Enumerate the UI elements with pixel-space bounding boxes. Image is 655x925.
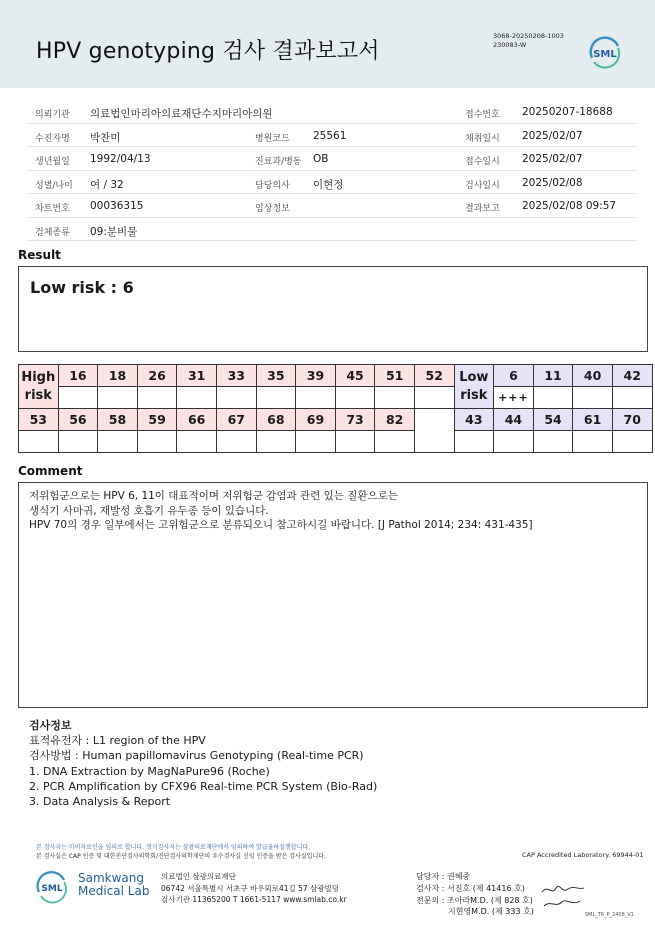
chart-no-label: 차트번호 (35, 204, 70, 214)
genotype-cell: 82 (375, 409, 415, 431)
chart-no-value: 00036315 (90, 200, 144, 212)
genotype-value-cell (612, 431, 652, 453)
info-row (27, 147, 637, 171)
form-version: SML_T6_P_2408_V1 (585, 912, 634, 918)
genotype-value-cell (375, 431, 415, 453)
comment-line: 생식기 사마귀, 재발성 호흡기 유두종 등이 있습니다. (29, 504, 269, 517)
doctor-label: 담당의사 (255, 180, 290, 191)
genotype-cell: 18 (98, 365, 138, 387)
genotype-cell: 39 (296, 365, 336, 387)
result-text: Low risk : 6 (30, 278, 134, 297)
ward-code-value: 25561 (313, 129, 347, 142)
genotype-value-cell (335, 431, 375, 453)
signature-icon (538, 880, 588, 912)
genotype-empty-cell (414, 409, 454, 453)
genotype-value-cell (533, 387, 573, 409)
receipt-no-label: 접수번호 (465, 110, 500, 120)
sex-age-value: 여 / 32 (90, 178, 124, 191)
report-code-line2: 230083-W (493, 41, 527, 49)
genotype-cell: 67 (216, 409, 256, 431)
info-row (27, 124, 637, 148)
genotype-value-cell (177, 387, 217, 409)
genotype-cell: 70 (612, 409, 652, 431)
collect-date-value: 2025/02/07 (522, 129, 583, 142)
genotype-value-cell (454, 431, 494, 453)
specimen-value: 09:분비물 (90, 225, 138, 238)
high-risk-label: High risk (19, 365, 59, 409)
genotype-cell: 73 (335, 409, 375, 431)
org-line: 06742 서울특별시 서초구 바우뫼로41길 57 삼광빌딩 (161, 883, 340, 893)
lab-name-line1: Samkwang (78, 871, 144, 885)
genotype-cell: 31 (177, 365, 217, 387)
genotype-cell: 16 (58, 365, 98, 387)
genotype-cell: 58 (98, 409, 138, 431)
genotype-cell: 45 (335, 365, 375, 387)
lab-name (78, 872, 149, 898)
genotype-cell: 40 (573, 365, 613, 387)
comment-box (18, 482, 648, 708)
org-line: 검사기관 11365200 T 1661-5117 www.smlab.co.kr (161, 895, 347, 904)
genotype-value-cell (256, 431, 296, 453)
genotype-cell: 26 (137, 365, 177, 387)
genotype-cell: 51 (375, 365, 415, 387)
genotype-value-cell (58, 431, 98, 453)
genotype-cell: 42 (612, 365, 652, 387)
info-row (27, 194, 637, 218)
genotype-value-cell (375, 387, 415, 409)
genotype-value-cell (177, 431, 217, 453)
genotype-value-cell (216, 387, 256, 409)
samkwang-logo-icon (35, 870, 69, 904)
cap-accreditation: CAP Accredited Laboratory. 69944-01 (522, 851, 644, 859)
report-date-value: 2025/02/08 09:57 (522, 200, 617, 212)
footer-note: 본 검사실은 CAP 인증 및 대한진단검사의학회/진단검사의학재단의 우수검사실 신임 인증을 받은 검사실입니다. (36, 853, 326, 860)
genotype-cell: 56 (58, 409, 98, 431)
result-title: Result (18, 248, 61, 262)
test-info-line: 1. DNA Extraction by MagNaPure96 (Roche) (29, 764, 270, 778)
genotype-value-cell (612, 387, 652, 409)
comment-title: Comment (18, 464, 83, 478)
test-info-line: 2. PCR Amplification by CFX96 Real-time PCR System (Bio-Rad) (29, 779, 378, 793)
doctor-value: 이현정 (313, 178, 344, 191)
report-date-label: 결과보고 (465, 204, 500, 214)
report-code (493, 32, 564, 50)
genotype-cell: 61 (573, 409, 613, 431)
footer-note: 본 검사지는 미비자료인을 임의로 합니다. 정식검사지는 삼광의료재단에서 임의하여 발급을하실행합니다. (36, 844, 311, 851)
patient-label: 수진자명 (35, 133, 70, 144)
test-date-label: 검사일시 (465, 180, 500, 191)
sml-logo-text: SML (593, 49, 617, 60)
staff-line: 담당자 : 권혜중 (416, 872, 471, 881)
genotype-value-cell (137, 387, 177, 409)
staff-line: 지현영M.D. (제 333 호) (448, 907, 534, 917)
test-info-line: 3. Data Analysis & Report (29, 795, 171, 809)
genotype-cell: 44 (494, 409, 534, 431)
test-info-line: 표적유전자 : L1 region of the HPV (29, 734, 206, 748)
genotype-cell: 52 (414, 365, 454, 387)
genotype-value-cell (98, 431, 138, 453)
genotype-table (18, 364, 653, 453)
genotype-value-cell (216, 431, 256, 453)
institution-label: 의뢰기관 (35, 110, 70, 120)
staff-info (416, 871, 534, 918)
genotype-value-cell (296, 431, 336, 453)
genotype-cell: 35 (256, 365, 296, 387)
genotype-value-cell (414, 387, 454, 409)
dept-value: OB (313, 153, 329, 165)
genotype-cell: 11 (533, 365, 573, 387)
info-row (27, 100, 637, 124)
report-header (0, 0, 655, 88)
genotype-value-cell (98, 387, 138, 409)
sml-logo-icon (586, 34, 624, 72)
genotype-cell: 66 (177, 409, 217, 431)
comment-line: 저위험군으로는 HPV 6, 11이 대표적이며 저위험군 감염과 관련 있는 질환으로는 (29, 490, 398, 502)
test-info-line: 검사방법 : Human papillomavirus Genotyping (Real-time PCR) (29, 749, 364, 763)
samkwang-logo-text: SML (41, 884, 63, 894)
staff-line: 검사자 : 서진호 (제 41416 호) (416, 883, 525, 893)
info-row (27, 218, 637, 242)
institution-value: 의료법인마리아의료재단수지마리아의원 (90, 108, 273, 120)
genotype-cell: 54 (533, 409, 573, 431)
birth-value: 1992/04/13 (90, 153, 151, 165)
birth-label: 생년월일 (35, 157, 70, 167)
genotype-value-cell (573, 387, 613, 409)
receipt-no-value: 20250207-18688 (522, 106, 613, 118)
sex-age-label: 성별/나이 (35, 180, 73, 191)
genotype-value-cell: +++ (494, 387, 534, 409)
genotype-value-cell (494, 431, 534, 453)
test-info (29, 718, 377, 809)
genotype-value-cell (256, 387, 296, 409)
genotype-value-cell (58, 387, 98, 409)
dept-label: 진료과/병동 (255, 157, 302, 167)
org-info (161, 871, 347, 906)
genotype-value-cell (296, 387, 336, 409)
genotype-cell: 59 (137, 409, 177, 431)
specimen-label: 검체종류 (35, 227, 70, 238)
genotype-value-cell (533, 431, 573, 453)
report-code-line1: 3068-20250208-1003 (493, 32, 564, 40)
genotype-value-cell (137, 431, 177, 453)
low-risk-label: Low risk (454, 365, 494, 409)
result-box (18, 266, 648, 352)
genotype-cell: 33 (216, 365, 256, 387)
ward-code-label: 병원코드 (255, 133, 290, 144)
genotype-cell: 68 (256, 409, 296, 431)
test-date-value: 2025/02/08 (522, 176, 583, 189)
receipt-date-value: 2025/02/07 (522, 153, 583, 165)
patient-value: 박찬미 (90, 131, 121, 144)
genotype-value-cell (573, 431, 613, 453)
clinical-label: 임상정보 (255, 204, 290, 214)
comment-line: HPV 70의 경우 일부에서는 고위험군으로 분류되오니 참고하시길 바랍니다. [J Pathol 2014; 234: 431-435] (29, 519, 533, 531)
receipt-date-label: 접수일시 (465, 157, 500, 167)
genotype-value-cell (335, 387, 375, 409)
genotype-cell: 43 (454, 409, 494, 431)
genotype-cell: 53 (19, 409, 59, 431)
patient-info (27, 100, 637, 241)
staff-line: 전문의 : 조아라M.D. (제 828 호) (416, 895, 533, 905)
collect-date-label: 채취일시 (465, 133, 500, 144)
genotype-cell: 69 (296, 409, 336, 431)
info-row (27, 171, 637, 195)
report-title: HPV genotyping 검사 결과보고서 (36, 39, 380, 64)
org-line: 의료법인 삼광의료재단 (161, 872, 236, 881)
lab-name-line2: Medical Lab (78, 884, 150, 898)
genotype-cell: 6 (494, 365, 534, 387)
genotype-value-cell (19, 431, 59, 453)
test-info-title: 검사정보 (29, 719, 72, 732)
